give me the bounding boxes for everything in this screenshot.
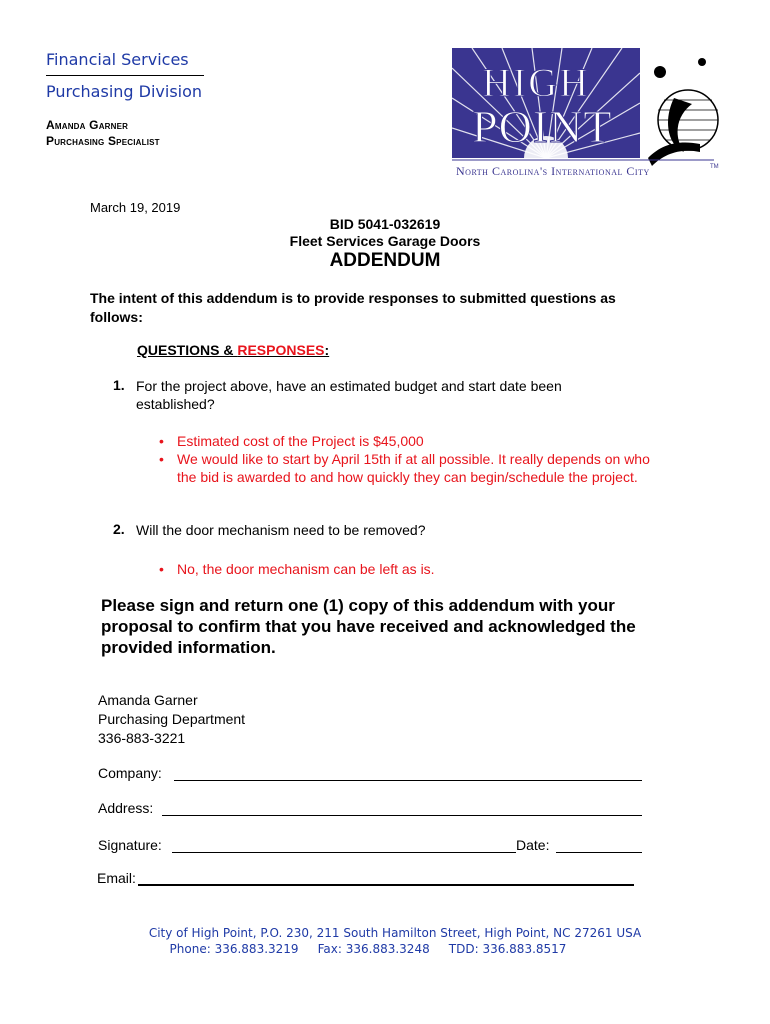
signature-label: Signature: — [98, 837, 162, 853]
logo-trademark: TM — [710, 164, 719, 170]
logo-high-text: HIGH — [482, 60, 590, 105]
question-number: 2. — [113, 521, 125, 537]
page-title: ADDENDUM — [329, 250, 441, 271]
contact-department: Purchasing Department — [98, 711, 246, 727]
signature-field[interactable] — [172, 852, 516, 853]
response-list — [155, 432, 665, 486]
address-field[interactable] — [162, 815, 642, 816]
response-item: • Estimated cost of the Project is $45,000 — [155, 432, 665, 450]
division-label: Purchasing Division — [46, 82, 203, 101]
response-list — [155, 560, 665, 578]
specialist-name: Amanda Garner — [46, 118, 129, 132]
response-item: • We would like to start by April 15th if at all possible. It really depends on who the bid is awarded to and how quickly they can begin/schedule the project. — [155, 450, 665, 486]
date-label: Date: — [516, 837, 550, 853]
response-item: • No, the door mechanism can be left as is. — [155, 560, 665, 578]
department-label: Financial Services — [46, 50, 189, 69]
company-label: Company: — [98, 765, 162, 781]
date-field[interactable] — [556, 852, 642, 853]
questions-label: QUESTIONS & — [137, 342, 238, 358]
heading-colon: : — [324, 342, 330, 358]
footer-phones: Phone: 336.883.3219 Fax: 336.883.3248 TDD: 336.883.8517 — [169, 942, 567, 956]
sign-instruction: Please sign and return one (1) copy of this addendum with your proposal to confirm that you have received and acknowledged the provided information. — [101, 596, 636, 657]
question-text: Will the door mechanism need to be removed? — [136, 522, 426, 538]
specialist-title: Purchasing Specialist — [46, 134, 160, 148]
logo-tagline: North Carolina's International City — [456, 164, 650, 178]
project-name: Fleet Services Garage Doors — [289, 233, 481, 249]
question-number: 1. — [113, 377, 125, 393]
logo-point-text: POINT — [472, 101, 613, 152]
question-text: For the project above, have an estimated budget and start date been established? — [136, 378, 562, 412]
questions-responses-heading — [137, 342, 329, 358]
contact-name: Amanda Garner — [98, 692, 198, 708]
bid-number: BID 5041-032619 — [329, 216, 441, 232]
sunburst-logo-graphic — [452, 48, 724, 180]
globe-hand-icon — [648, 58, 718, 166]
address-label: Address: — [98, 800, 154, 816]
contact-phone: 336-883-3221 — [98, 730, 186, 746]
responses-label: RESPONSES — [237, 342, 325, 358]
high-point-logo — [452, 48, 724, 180]
footer-address: City of High Point, P.O. 230, 211 South Hamilton Street, High Point, NC 27261 USA — [148, 926, 642, 940]
intent-statement: The intent of this addendum is to provide responses to submitted questions as follows: — [90, 290, 616, 325]
email-field[interactable] — [138, 884, 634, 886]
company-field[interactable] — [174, 780, 642, 781]
header-divider — [46, 75, 204, 76]
email-label: Email: — [97, 870, 136, 886]
document-date: March 19, 2019 — [90, 200, 181, 215]
